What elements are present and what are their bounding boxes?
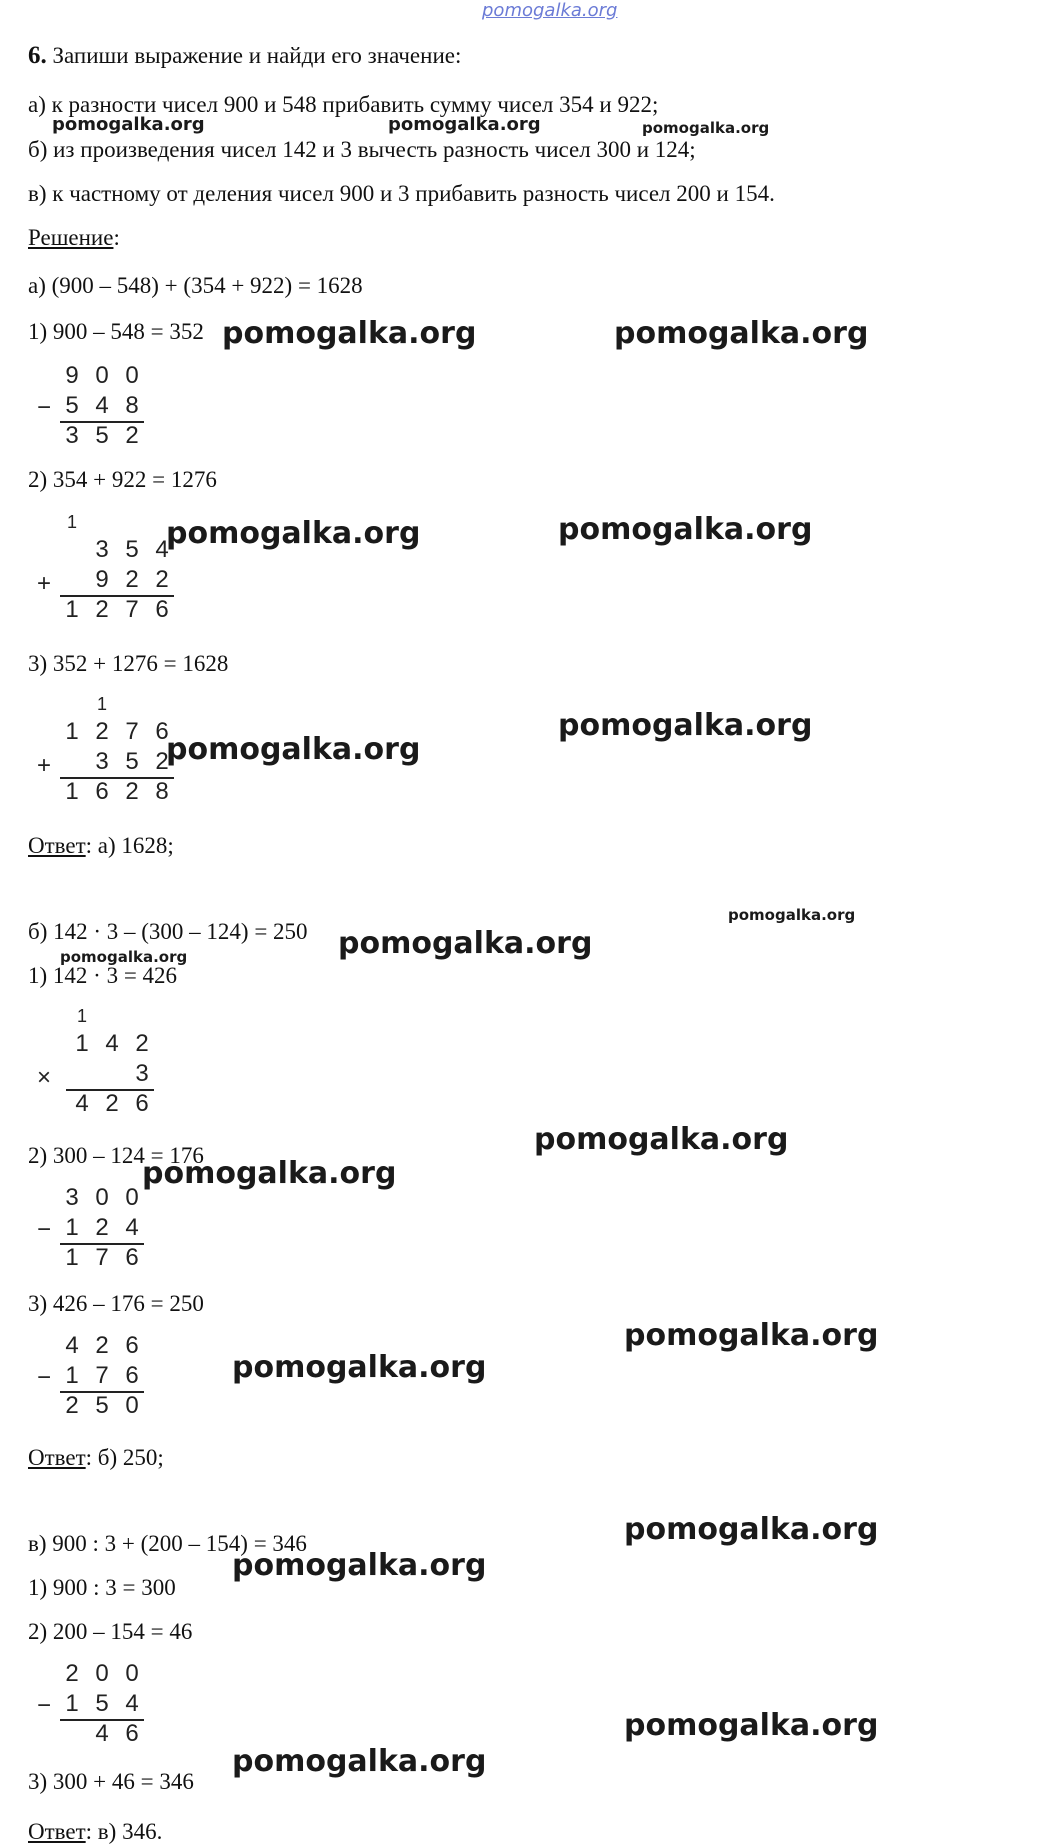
digit: 0 [125,1392,139,1419]
digit: 7 [95,1244,109,1271]
digit: 1 [65,778,79,805]
task-header [28,42,461,70]
part-c-step3: 3) 300 + 46 = 346 [28,1769,194,1794]
part-b-step1: 1) 142 · 3 = 426 [28,963,178,988]
operator-sign: − [36,1216,51,1243]
digit: 1 [65,718,79,745]
answer-value: : а) 1628; [85,833,174,858]
watermark: pomogalka.org [60,948,188,966]
solution-heading-text: Решение [28,225,114,250]
watermark: pomogalka.org [624,1318,879,1353]
digit: 5 [65,392,79,419]
digit: 1 [65,596,79,623]
task-item-c: в) к частному от деления чисел 900 и 3 прибавить разность чисел 200 и 154. [28,181,775,206]
digit: 8 [155,778,169,805]
digit: 4 [95,392,109,419]
watermark: pomogalka.org [166,516,421,551]
digit: 0 [95,362,109,389]
carry-digit: 1 [76,1006,87,1026]
digit: 2 [155,566,169,593]
watermark: pomogalka.org [52,114,205,135]
digit: 6 [125,1332,139,1359]
part-a-expression: а) (900 – 548) + (354 + 922) = 1628 [28,273,363,298]
digit: 0 [125,1660,139,1687]
digit: 6 [155,596,169,623]
digit: 0 [95,1660,109,1687]
part-c-expression: в) 900 : 3 + (200 – 154) = 346 [28,1531,307,1556]
watermark: pomogalka.org [614,316,869,351]
digit: 2 [95,1214,109,1241]
digit: 9 [65,362,79,389]
operator-sign: + [36,752,51,779]
digit: 3 [95,536,109,563]
operator-sign: − [36,1692,51,1719]
digit: 2 [125,422,139,449]
digit: 2 [95,1332,109,1359]
digit: 0 [95,1184,109,1211]
digit: 4 [125,1214,139,1241]
digit: 5 [95,422,109,449]
solution-heading: Решение: [28,225,120,250]
digit: 2 [95,596,109,623]
digit: 7 [95,1362,109,1389]
digit: 3 [65,1184,79,1211]
digit: 6 [125,1244,139,1271]
part-b-step3: 3) 426 – 176 = 250 [28,1291,204,1316]
operator-sign: × [36,1064,51,1091]
part-c-step1: 1) 900 : 3 = 300 [28,1575,176,1600]
watermark: pomogalka.org [232,1744,487,1779]
digit: 6 [155,718,169,745]
task-item-b: б) из произведения чисел 142 и 3 вычесть разность чисел 300 и 124; [28,137,696,162]
digit: 1 [65,1690,79,1717]
answer-value: : в) 346. [85,1819,163,1844]
digit: 5 [95,1392,109,1419]
watermark: pomogalka.org [642,119,770,137]
part-c-step2: 2) 200 – 154 = 46 [28,1619,193,1644]
operator-sign: − [36,1364,51,1391]
part-a-step2: 2) 354 + 922 = 1276 [28,467,217,492]
part-a-step3: 3) 352 + 1276 = 1628 [28,651,229,676]
digit: 3 [65,422,79,449]
digit: 5 [95,1690,109,1717]
watermark: pomogalka.org [558,708,813,743]
digit: 2 [65,1392,79,1419]
part-a-step1: 1) 900 – 548 = 352 [28,319,204,344]
digit: 4 [125,1690,139,1717]
digit: 4 [65,1332,79,1359]
watermark: pomogalka.org [558,512,813,547]
task-item-a: а) к разности чисел 900 и 548 прибавить сумму чисел 354 и 922; [28,92,659,117]
carry-digit: 1 [66,512,77,532]
digit: 0 [125,1184,139,1211]
digit: 8 [125,392,139,419]
watermark: pomogalka.org [338,926,593,961]
digit: 7 [125,718,139,745]
digit: 1 [65,1362,79,1389]
answer-label: Ответ [28,833,86,858]
digit: 6 [125,1362,139,1389]
watermark: pomogalka.org [222,316,477,351]
watermark: pomogalka.org [534,1122,789,1157]
answer-label: Ответ [28,1819,86,1844]
watermark: pomogalka.org [728,906,856,924]
watermark: pomogalka.org [232,1548,487,1583]
watermark: pomogalka.org [388,114,541,135]
part-b-step2: 2) 300 – 124 = 176 [28,1143,204,1168]
digit: 2 [105,1090,119,1117]
task-prompt: Запиши выражение и найди его значение: [52,43,462,68]
digit: 4 [95,1720,109,1747]
digit: 5 [125,748,139,775]
digit: 1 [75,1030,89,1057]
digit: 9 [95,566,109,593]
digit: 2 [125,566,139,593]
digit: 6 [125,1720,139,1747]
digit: 2 [135,1030,149,1057]
part-b-expression: б) 142 · 3 – (300 – 124) = 250 [28,919,308,944]
watermark: pomogalka.org [142,1156,397,1191]
task-number: 6. [28,42,47,69]
operator-sign: − [36,394,51,421]
digit: 0 [125,362,139,389]
watermark: pomogalka.org [624,1708,879,1743]
digit: 2 [65,1660,79,1687]
digit: 6 [95,778,109,805]
digit: 7 [125,596,139,623]
digit: 2 [155,748,169,775]
part-b-answer [28,1444,164,1472]
part-c-answer [28,1818,162,1846]
digit: 4 [75,1090,89,1117]
digit: 5 [125,536,139,563]
part-a-answer [28,832,174,860]
digit: 2 [125,778,139,805]
watermark: pomogalka.org [166,732,421,767]
digit: 4 [105,1030,119,1057]
operator-sign: + [36,570,51,597]
top-watermark-link[interactable]: pomogalka.org [482,0,618,21]
answer-value: : б) 250; [85,1445,164,1470]
digit: 3 [95,748,109,775]
carry-digit: 1 [96,694,107,714]
watermark: pomogalka.org [232,1350,487,1385]
digit: 2 [95,718,109,745]
answer-label: Ответ [28,1445,86,1470]
digit: 4 [155,536,169,563]
digit: 6 [135,1090,149,1117]
digit: 3 [135,1060,149,1087]
watermark: pomogalka.org [624,1512,879,1547]
digit: 1 [65,1214,79,1241]
digit: 1 [65,1244,79,1271]
